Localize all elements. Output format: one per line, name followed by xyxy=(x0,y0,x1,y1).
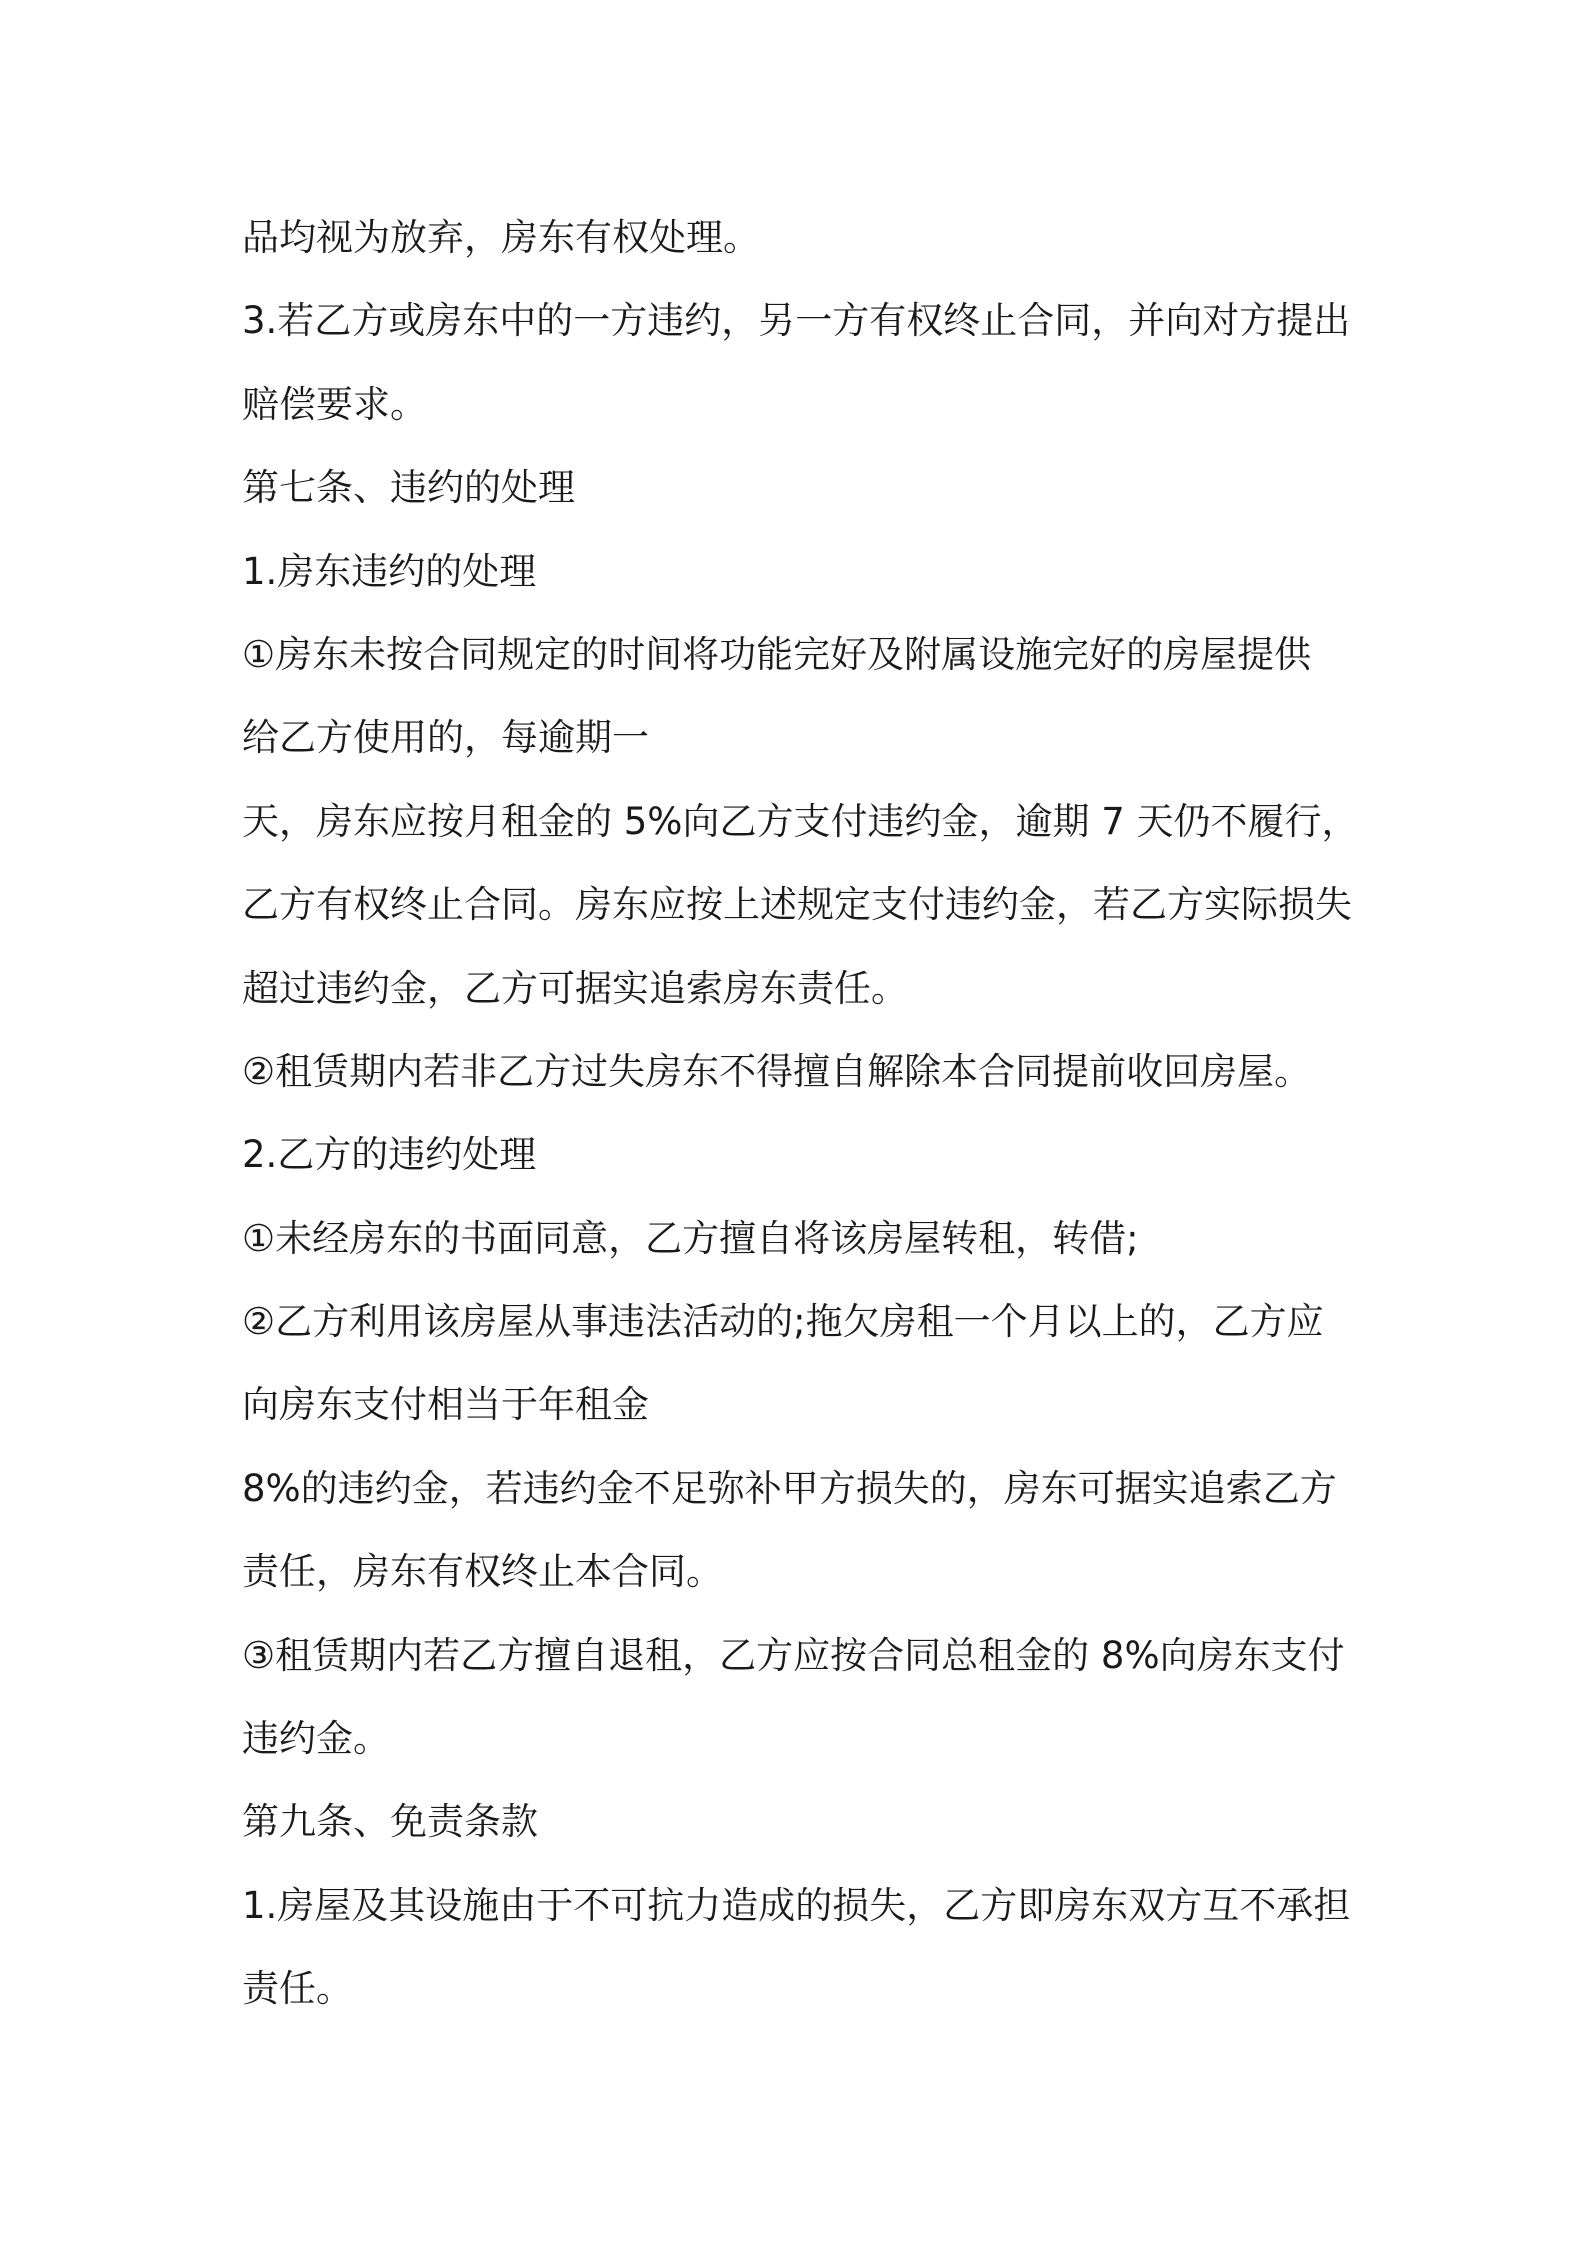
document-body xyxy=(242,196,1362,2031)
text-line: 责任，房东有权终止本合同。 xyxy=(242,1550,723,1594)
subsection-heading: 1.房东违约的处理 xyxy=(242,549,537,593)
text-line: 3.若乙方或房东中的一方违约，另一方有权终止合同，并向对方提出 xyxy=(242,299,1351,343)
text-line: ②租赁期内若非乙方过失房东不得擅自解除本合同提前收回房屋。 xyxy=(242,1049,1312,1093)
text-line: 品均视为放弃，房东有权处理。 xyxy=(242,216,760,259)
text-line: 8%的违约金，若违约金不足弥补甲方损失的，房东可据实追索乙方 xyxy=(242,1466,1337,1510)
text-line: ①房东未按合同规定的时间将功能完好及附属设施完好的房屋提供 xyxy=(242,632,1312,676)
text-line: 超过违约金，乙方可据实追索房东责任。 xyxy=(242,966,908,1010)
text-line: 给乙方使用的，每逾期一 xyxy=(242,716,649,760)
text-line: 责任。 xyxy=(242,1967,353,2011)
subsection-heading: 2.乙方的违约处理 xyxy=(242,1133,537,1177)
text-line: 乙方有权终止合同。房东应按上述规定支付违约金，若乙方实际损失 xyxy=(242,883,1352,927)
text-line: 违约金。 xyxy=(242,1717,390,1761)
section-heading: 第九条、免责条款 xyxy=(242,1800,538,1844)
text-line: 1.房屋及其设施由于不可抗力造成的损失，乙方即房东双方互不承担 xyxy=(242,1883,1351,1927)
text-line: ①未经房东的书面同意，乙方擅自将该房屋转租，转借; xyxy=(242,1216,1139,1260)
text-line: ③租赁期内若乙方擅自退租，乙方应按合同总租金的 8%向房东支付 xyxy=(242,1633,1345,1677)
text-line: ②乙方利用该房屋从事违法活动的;拖欠房租一个月以上的，乙方应 xyxy=(242,1300,1324,1344)
text-line: 天，房东应按月租金的 5%向乙方支付违约金，逾期 7 天仍不履行， xyxy=(242,799,1359,843)
section-heading: 第七条、违约的处理 xyxy=(242,466,575,510)
text-line: 向房东支付相当于年租金 xyxy=(242,1383,649,1427)
text-line: 赔偿要求。 xyxy=(242,382,427,426)
